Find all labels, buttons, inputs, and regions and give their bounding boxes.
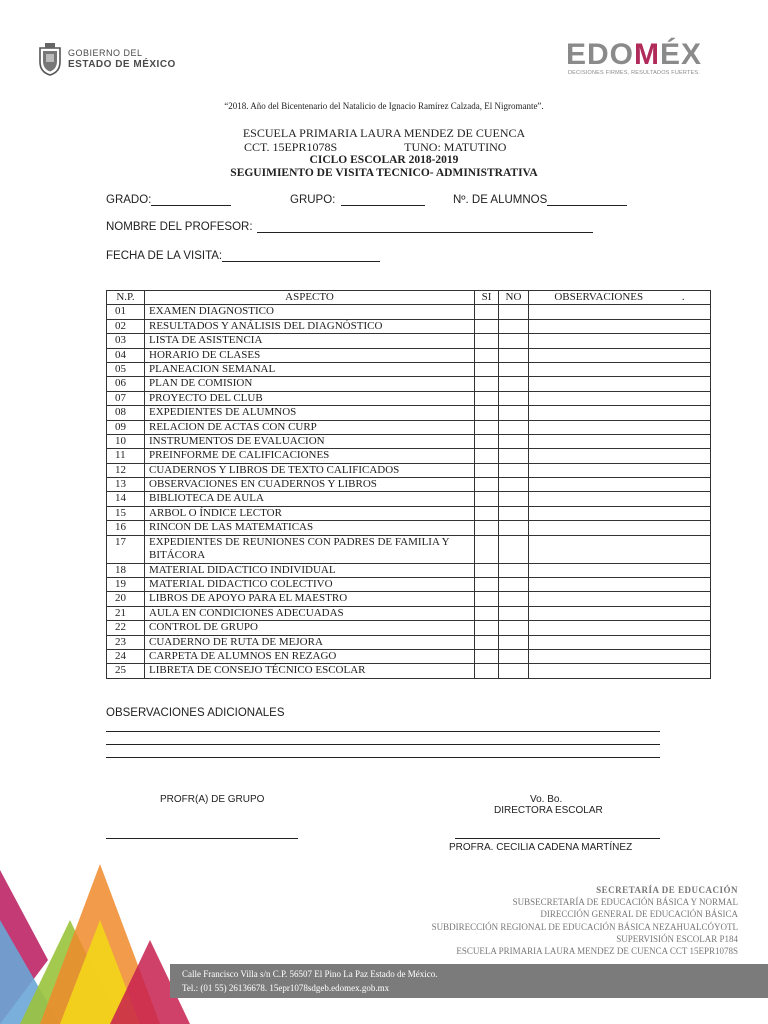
gobierno-line1: GOBIERNO DEL [68, 48, 143, 58]
row-no-cell[interactable] [499, 592, 529, 606]
edomex-wordmark [566, 40, 726, 70]
row-si-cell[interactable] [475, 521, 499, 535]
footer-line: SUBSECRETARÍA DE EDUCACIÓN BÁSICA Y NORMAL [512, 897, 738, 908]
profesor-line[interactable] [257, 221, 593, 233]
table-row [107, 420, 711, 434]
row-aspecto: MATERIAL DIDACTICO INDIVIDUAL [145, 563, 475, 577]
row-si-cell[interactable] [475, 377, 499, 391]
table-row [107, 334, 711, 348]
row-np: 01 [107, 305, 145, 319]
row-aspecto: EXAMEN DIAGNOSTICO [145, 305, 475, 319]
row-np: 08 [107, 406, 145, 420]
row-no-cell[interactable] [499, 635, 529, 649]
row-no-cell[interactable] [499, 492, 529, 506]
row-observaciones-cell[interactable] [529, 420, 711, 434]
row-si-cell[interactable] [475, 635, 499, 649]
row-np: 25 [107, 664, 145, 678]
row-observaciones-cell[interactable] [529, 319, 711, 333]
grupo-line[interactable] [341, 194, 425, 206]
state-emblem-icon [36, 42, 64, 76]
row-observaciones-cell[interactable] [529, 305, 711, 319]
row-observaciones-cell[interactable] [529, 563, 711, 577]
row-si-cell[interactable] [475, 420, 499, 434]
directora-title: DIRECTORA ESCOLAR [494, 805, 603, 816]
row-aspecto: CARPETA DE ALUMNOS EN REZAGO [145, 649, 475, 663]
header-dot: . [681, 291, 685, 303]
row-observaciones-cell[interactable] [529, 535, 711, 563]
row-si-cell[interactable] [475, 348, 499, 362]
profr-grupo-label: PROFR(A) DE GRUPO [160, 794, 265, 805]
row-observaciones-cell[interactable] [529, 635, 711, 649]
vobo-label: Vo. Bo. [530, 794, 563, 805]
table-row [107, 535, 711, 563]
row-np: 20 [107, 592, 145, 606]
row-aspecto: LIBRETA DE CONSEJO TÉCNICO ESCOLAR [145, 664, 475, 678]
header-no: NO [499, 291, 529, 305]
row-no-cell[interactable] [499, 305, 529, 319]
row-np: 23 [107, 635, 145, 649]
row-aspecto: PLAN DE COMISION [145, 377, 475, 391]
footer-institution-block [432, 884, 738, 957]
row-np: 06 [107, 377, 145, 391]
cct-value: CCT. 15EPR1078S [244, 140, 338, 154]
row-no-cell[interactable] [499, 434, 529, 448]
row-np: 10 [107, 434, 145, 448]
observaciones-line[interactable] [106, 731, 660, 732]
row-aspecto: BIBLIOTECA DE AULA [145, 492, 475, 506]
edomex-word-c: ÉX [660, 38, 703, 71]
row-np: 21 [107, 606, 145, 620]
row-si-cell[interactable] [475, 506, 499, 520]
footer-address-line1: Calle Francisco Villa s/n C.P. 56507 El Pino La Paz Estado de México. [182, 969, 438, 979]
table-row [107, 362, 711, 376]
row-np: 13 [107, 478, 145, 492]
row-si-cell[interactable] [475, 305, 499, 319]
row-no-cell[interactable] [499, 621, 529, 635]
grupo-field[interactable] [290, 194, 425, 206]
row-np: 03 [107, 334, 145, 348]
row-np: 09 [107, 420, 145, 434]
table-header-row [107, 291, 711, 305]
row-si-cell[interactable] [475, 463, 499, 477]
row-si-cell[interactable] [475, 334, 499, 348]
row-si-cell[interactable] [475, 478, 499, 492]
row-si-cell[interactable] [475, 606, 499, 620]
row-no-cell[interactable] [499, 649, 529, 663]
row-observaciones-cell[interactable] [529, 506, 711, 520]
grupo-label: GRUPO: [290, 194, 336, 206]
row-no-cell[interactable] [499, 664, 529, 678]
table-row [107, 449, 711, 463]
row-aspecto: EXPEDIENTES DE ALUMNOS [145, 406, 475, 420]
row-aspecto: EXPEDIENTES DE REUNIONES CON PADRES DE FAMILIA Y BITÁCORA [145, 535, 475, 563]
grado-label: GRADO: [106, 194, 152, 206]
row-observaciones-cell[interactable] [529, 521, 711, 535]
table-row [107, 434, 711, 448]
row-np: 02 [107, 319, 145, 333]
form-title: SEGUIMIENTO DE VISITA TECNICO- ADMINISTRATIVA [230, 167, 538, 179]
row-aspecto: LISTA DE ASISTENCIA [145, 334, 475, 348]
row-si-cell[interactable] [475, 362, 499, 376]
row-si-cell[interactable] [475, 391, 499, 405]
grado-field[interactable] [106, 194, 231, 206]
row-no-cell[interactable] [499, 391, 529, 405]
ciclo-escolar: CICLO ESCOLAR 2018-2019 [309, 154, 459, 166]
edomex-triangles-art [0, 860, 190, 1024]
row-si-cell[interactable] [475, 449, 499, 463]
row-no-cell[interactable] [499, 334, 529, 348]
row-observaciones-cell[interactable] [529, 463, 711, 477]
directora-name: PROFRA. CECILIA CADENA MARTÍNEZ [449, 842, 633, 853]
alumnos-field[interactable] [453, 194, 627, 206]
row-aspecto: LIBROS DE APOYO PARA EL MAESTRO [145, 592, 475, 606]
table-row [107, 592, 711, 606]
row-np: 24 [107, 649, 145, 663]
footer-line: SUPERVISIÓN ESCOLAR P184 [616, 933, 738, 944]
row-np: 14 [107, 492, 145, 506]
row-np: 07 [107, 391, 145, 405]
row-aspecto: MATERIAL DIDACTICO COLECTIVO [145, 578, 475, 592]
observaciones-adicionales-label: OBSERVACIONES ADICIONALES [106, 707, 285, 719]
footer-address [182, 967, 438, 995]
row-observaciones-cell[interactable] [529, 664, 711, 678]
row-observaciones-cell[interactable] [529, 406, 711, 420]
school-name: ESCUELA PRIMARIA LAURA MENDEZ DE CUENCA [242, 126, 526, 140]
header-aspecto: ASPECTO [145, 291, 475, 305]
footer-line: SUBDIRECCIÓN REGIONAL DE EDUCACIÓN BÁSICA NEZAHUALCÓYOTL [431, 921, 738, 932]
row-np: 05 [107, 362, 145, 376]
gobierno-line2: ESTADO DE MÉXICO [68, 59, 176, 70]
row-observaciones-cell[interactable] [529, 434, 711, 448]
row-aspecto: AULA EN CONDICIONES ADECUADAS [145, 606, 475, 620]
row-observaciones-cell[interactable] [529, 334, 711, 348]
edomex-logo [566, 40, 726, 76]
row-aspecto: INSTRUMENTOS DE EVALUACION [145, 434, 475, 448]
row-no-cell[interactable] [499, 563, 529, 577]
edomex-word-b: M [634, 38, 661, 71]
profesor-field[interactable] [106, 221, 593, 233]
row-no-cell[interactable] [499, 506, 529, 520]
table-row [107, 492, 711, 506]
row-no-cell[interactable] [499, 377, 529, 391]
row-si-cell[interactable] [475, 649, 499, 663]
table-row [107, 621, 711, 635]
table-row [107, 319, 711, 333]
edomex-word-a: EDO [566, 38, 635, 71]
motto: “2018. Año del Bicentenario del Natalicio de Ignacio Ramírez Calzada, El Nigromante”. [224, 101, 544, 111]
profr-signature-line[interactable] [106, 838, 298, 839]
gobierno-text [68, 48, 176, 70]
observaciones-line[interactable] [106, 757, 660, 758]
alumnos-line[interactable] [547, 194, 627, 206]
row-np: 19 [107, 578, 145, 592]
row-aspecto: RINCON DE LAS MATEMATICAS [145, 521, 475, 535]
fecha-line[interactable] [222, 250, 380, 262]
directora-signature-line[interactable] [455, 838, 660, 839]
cct-line [244, 140, 506, 155]
header-np: N.P. [107, 291, 145, 305]
footer-address-line2: Tel.: (01 55) 26136678. 15epr1078sdgeb.edomex.gob.mx [182, 983, 390, 993]
row-observaciones-cell[interactable] [529, 592, 711, 606]
footer-secretaria: SECRETARÍA DE EDUCACIÓN [596, 885, 738, 895]
row-no-cell[interactable] [499, 463, 529, 477]
footer-line: ESCUELA PRIMARIA LAURA MENDEZ DE CUENCA CCT 15EPR1078S [456, 946, 738, 957]
row-observaciones-cell[interactable] [529, 621, 711, 635]
checklist-table [106, 290, 711, 679]
table-row [107, 606, 711, 620]
table-row [107, 348, 711, 362]
table-row [107, 478, 711, 492]
row-observaciones-cell[interactable] [529, 606, 711, 620]
row-aspecto: CUADERNO DE RUTA DE MEJORA [145, 635, 475, 649]
table-row [107, 578, 711, 592]
fecha-field[interactable] [106, 250, 380, 262]
row-np: 16 [107, 521, 145, 535]
row-observaciones-cell[interactable] [529, 377, 711, 391]
row-aspecto: PREINFORME DE CALIFICACIONES [145, 449, 475, 463]
row-np: 11 [107, 449, 145, 463]
row-np: 18 [107, 563, 145, 577]
row-np: 04 [107, 348, 145, 362]
row-observaciones-cell[interactable] [529, 348, 711, 362]
row-observaciones-cell[interactable] [529, 362, 711, 376]
row-aspecto: HORARIO DE CLASES [145, 348, 475, 362]
row-aspecto: OBSERVACIONES EN CUADERNOS Y LIBROS [145, 478, 475, 492]
grado-line[interactable] [151, 194, 231, 206]
header-si: SI [475, 291, 499, 305]
row-si-cell[interactable] [475, 492, 499, 506]
row-aspecto: CUADERNOS Y LIBROS DE TEXTO CALIFICADOS [145, 463, 475, 477]
row-np: 15 [107, 506, 145, 520]
row-si-cell[interactable] [475, 621, 499, 635]
table-row [107, 377, 711, 391]
row-si-cell[interactable] [475, 406, 499, 420]
row-aspecto: PROYECTO DEL CLUB [145, 391, 475, 405]
row-aspecto: CONTROL DE GRUPO [145, 621, 475, 635]
alumnos-label: Nº. DE ALUMNOS [453, 194, 548, 206]
footer-line: DIRECCIÓN GENERAL DE EDUCACIÓN BÁSICA [540, 909, 738, 920]
row-si-cell[interactable] [475, 578, 499, 592]
table-row [107, 635, 711, 649]
table-row [107, 521, 711, 535]
row-si-cell[interactable] [475, 319, 499, 333]
header-observaciones-label: OBSERVACIONES [554, 291, 644, 303]
table-row [107, 406, 711, 420]
table-row [107, 664, 711, 678]
table-body [107, 305, 711, 678]
row-no-cell[interactable] [499, 319, 529, 333]
edomex-tagline: DECISIONES FIRMES, RESULTADOS FUERTES. [568, 70, 700, 76]
row-observaciones-cell[interactable] [529, 578, 711, 592]
fecha-label: FECHA DE LA VISITA: [106, 250, 223, 262]
row-no-cell[interactable] [499, 449, 529, 463]
table-row [107, 563, 711, 577]
table-row [107, 463, 711, 477]
row-no-cell[interactable] [499, 578, 529, 592]
row-np: 17 [107, 535, 145, 563]
row-np: 22 [107, 621, 145, 635]
row-aspecto: RELACION DE ACTAS CON CURP [145, 420, 475, 434]
row-observaciones-cell[interactable] [529, 478, 711, 492]
table-row [107, 305, 711, 319]
row-si-cell[interactable] [475, 664, 499, 678]
row-observaciones-cell[interactable] [529, 449, 711, 463]
observaciones-line[interactable] [106, 744, 660, 745]
row-aspecto: PLANEACION SEMANAL [145, 362, 475, 376]
row-si-cell[interactable] [475, 563, 499, 577]
row-no-cell[interactable] [499, 348, 529, 362]
row-no-cell[interactable] [499, 535, 529, 563]
profesor-label: NOMBRE DEL PROFESOR: [106, 221, 253, 233]
row-aspecto: ARBOL O ÍNDICE LECTOR [145, 506, 475, 520]
row-np: 12 [107, 463, 145, 477]
row-no-cell[interactable] [499, 606, 529, 620]
row-no-cell[interactable] [499, 521, 529, 535]
row-aspecto: RESULTADOS Y ANÁLISIS DEL DIAGNÓSTICO [145, 319, 475, 333]
row-si-cell[interactable] [475, 535, 499, 563]
row-observaciones-cell[interactable] [529, 492, 711, 506]
row-observaciones-cell[interactable] [529, 391, 711, 405]
turno-value: TUNO: MATUTINO [404, 140, 507, 154]
gobierno-logo [36, 42, 176, 76]
checklist-table-wrap [106, 290, 711, 679]
row-no-cell[interactable] [499, 362, 529, 376]
row-si-cell[interactable] [475, 592, 499, 606]
table-row [107, 506, 711, 520]
table-row [107, 391, 711, 405]
row-no-cell[interactable] [499, 478, 529, 492]
row-observaciones-cell[interactable] [529, 649, 711, 663]
row-no-cell[interactable] [499, 406, 529, 420]
row-no-cell[interactable] [499, 420, 529, 434]
row-si-cell[interactable] [475, 434, 499, 448]
header-observaciones [529, 291, 711, 305]
table-row [107, 649, 711, 663]
